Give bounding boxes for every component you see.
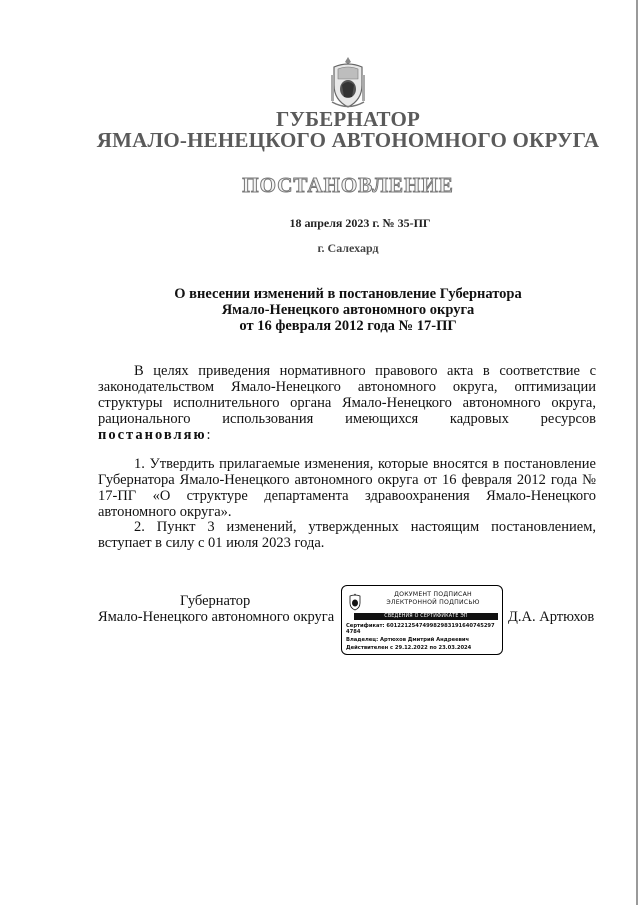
stamp-owner: Владелец: Артюхов Дмитрий Андреевич (346, 637, 470, 643)
stamp-validity: Действителен с 29.12.2022 по 23.03.2024 (346, 645, 472, 651)
resolve-word: постановляю (98, 427, 207, 443)
signatory-name: Д.А. Артюхов (508, 609, 595, 625)
issuer-title-line1: ГУБЕРНАТОР (275, 107, 421, 131)
stamp-certificate-bar: СВЕДЕНИЯ О СЕРТИФИКАТЕ ЭП (354, 613, 498, 620)
resolve-colon: : (206, 427, 211, 443)
stamp-heading-line1: ДОКУМЕНТ ПОДПИСАН (394, 591, 472, 598)
electronic-signature-stamp (341, 585, 503, 655)
issuer-title-line2: ЯМАЛО-НЕНЕЦКОГО АВТОНОМНОГО ОКРУГА (96, 128, 600, 152)
city-name: г. Салехард (317, 241, 379, 255)
stamp-certificate-number: Сертификат: 601221254749982983191640745297 (346, 623, 495, 629)
stamp-certificate-number-cont: 4784 (346, 629, 361, 635)
preamble-text: В целях приведения нормативного правового акта в соответствие с законодательством Ямало-Ненецкого автономного округа, оптимизации структуры исполнительного органа Ямало-Ненецкого автономного округа, рационального использования имеющихся кадровых ресурсов (98, 363, 596, 427)
document-subject (0, 286, 640, 334)
signatory-title-line2: Ямало-Ненецкого автономного округа (98, 609, 335, 625)
item-1-paragraph: 1. Утвердить прилагаемые изменения, которые вносятся в постановление Губернатора Ямало-Ненецкого автономного округа от 16 февраля 2012 года № 17-ПГ «О структуре департамента здравоохранения Ямало-Ненецкого автономного округа». (98, 456, 596, 520)
subject-line: О внесении изменений в постановление Губернатора (174, 286, 522, 302)
preamble-paragraph (98, 363, 596, 443)
coat-of-arms-icon (328, 55, 368, 110)
signatory-title-line1: Губернатор (180, 593, 251, 609)
item-2-paragraph: 2. Пункт 3 изменений, утвержденных настоящим постановлением, вступает в силу с 01 июля 2023 года. (98, 519, 596, 551)
date-and-number: 18 апреля 2023 г. № 35-ПГ (289, 216, 431, 230)
stamp-heading-line2: ЭЛЕКТРОННОЙ ПОДПИСЬЮ (386, 599, 480, 606)
document-type-title: ПОСТАНОВЛЕНИЕ (242, 173, 454, 197)
stamp-emblem-icon (348, 593, 362, 611)
subject-line: Ямало-Ненецкого автономного округа (221, 302, 475, 318)
subject-line: от 16 февраля 2012 года № 17-ПГ (239, 318, 457, 334)
